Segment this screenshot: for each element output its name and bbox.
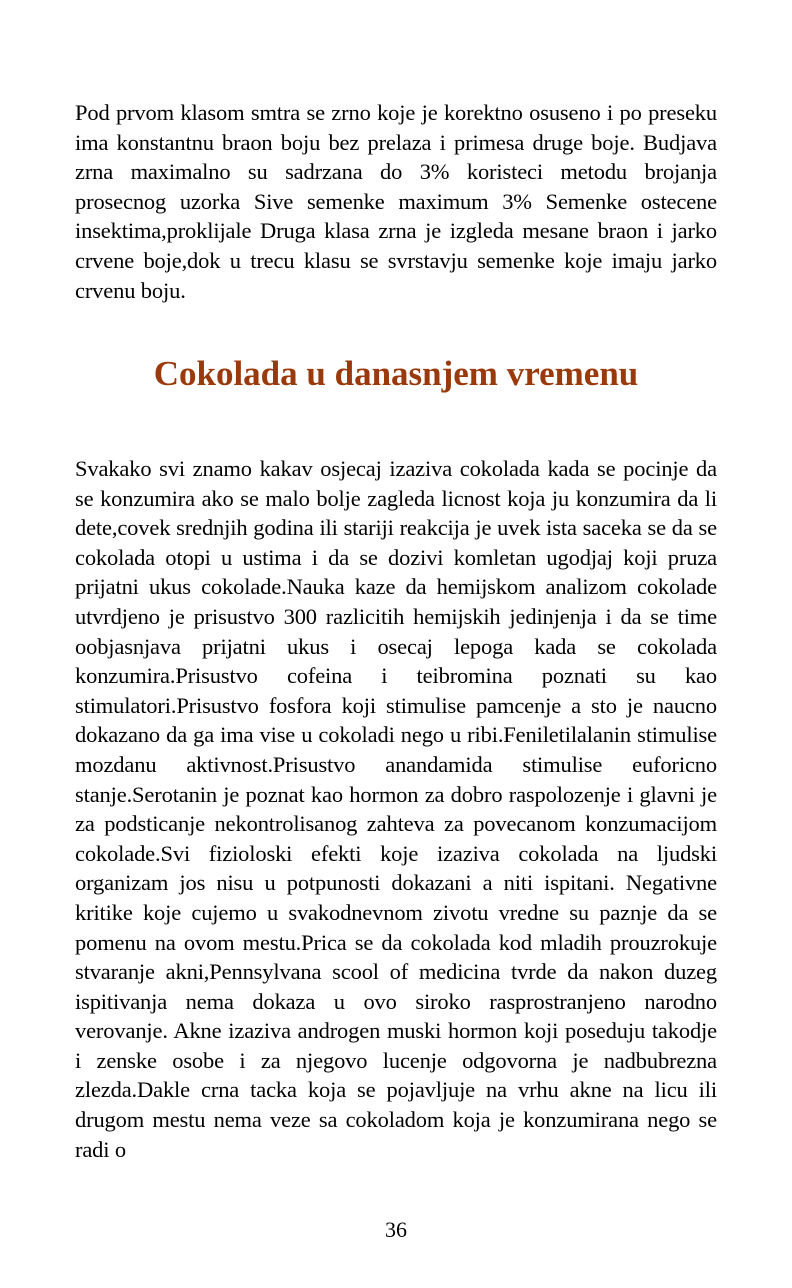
section-heading: Cokolada u danasnjem vremenu: [153, 354, 639, 393]
page-number: 36: [385, 1217, 407, 1242]
body-paragraph-grain-classes: Pod prvom klasom smtra se zrno koje je korektno osuseno i po preseku ima konstantnu braon boju bez prelaza i primesa druge boje. Budjava zrna maximalno su sadrzana do 3% koristeci metodu brojanja prosecnog uzorka Sive semenke maximum 3% Semenke ostecene insektima,proklijale Druga klasa zrna je izgleda mesane braon i jarko crvene boje,dok u trecu klasu se svrstavju semenke koje imaju jarko crvenu boju.: [75, 100, 717, 303]
body-paragraph-chocolate-today: Svakako svi znamo kakav osjecaj izaziva cokolada kada se pocinje da se konzumira ako se malo bolje zagleda licnost koja ju konzumira da li dete,covek srednjih godina ili stariji reakcija je uvek ista saceka se da se cokolada otopi u ustima i da se dozivi komletan ugodjaj koji pruza prijatni ukus cokolade.Nauka kaze da hemijskom analizom cokolade utvrdjeno je prisustvo 300 razlicitih hemijskih jedinjenja i da se time oobjasnjava prijatni ukus i osecaj lepoga kada se cokolada konzumira.Prisustvo cofeina i teibromina poznati su kao stimulatori.Prisustvo fosfora koji stimulise pamcenje a sto je naucno dokazano da ga ima vise u cokoladi nego u ribi.Feniletilalanin stimulise mozdanu aktivnost.Prisustvo anandamida stimulise euforicno stanje.Serotanin je poznat kao hormon za dobro raspolozenje i glavni je za podsticanje nekontrolisanog zahteva za povecanom konzumacijom cokolade.Svi fizioloski efekti koje izaziva cokolada na ljudski organizam jos nisu u potpunosti dokazani a niti ispitani. Negativne kritike koje cujemo u svakodnevnom zivotu vredne su paznje da se pomenu na ovom mestu.Prica se da cokolada kod mladih prouzrokuje stvaranje akni,Pennsylvana scool of medicina tvrde da nakon duzeg ispitivanja nema dokaza u ovo siroko rasprostranjeno narodno verovanje. Akne izaziva androgen muski hormon koji poseduju takodje i zenske osobe i za njegovo lucenje odgovorna je nadbubrezna zlezda.Dakle crna tacka koja se pojavljuje na vrhu akne na licu ili drugom mestu nema veze sa cokoladom koja je konzumirana nego se radi o: [75, 456, 717, 1162]
